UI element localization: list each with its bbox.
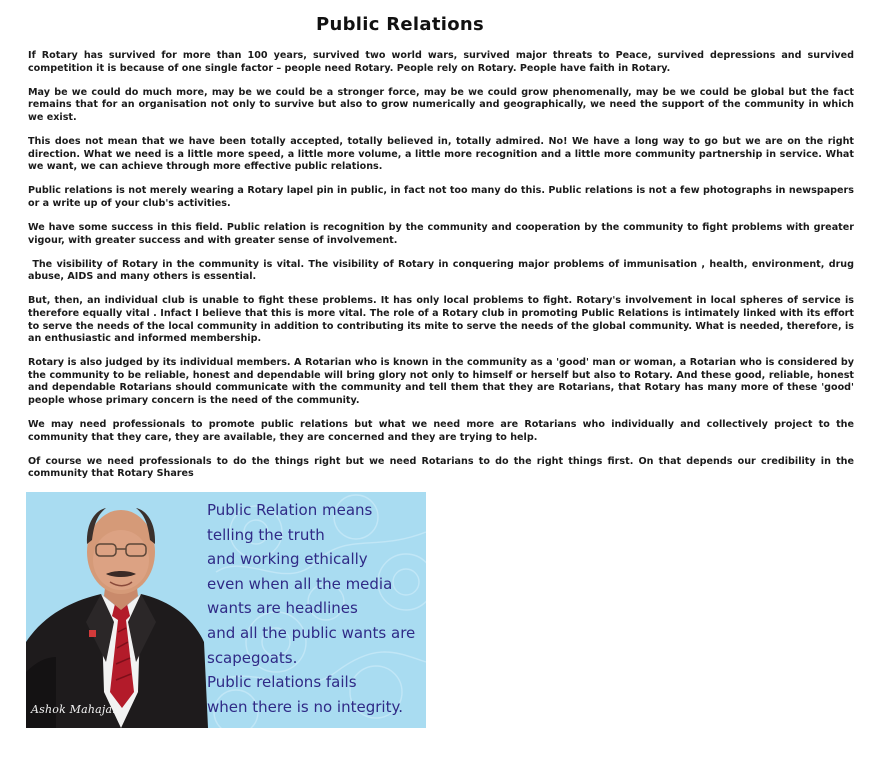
quote-line: telling the truth <box>207 525 325 544</box>
quote-line: scapegoats. <box>207 648 298 667</box>
paragraph: This does not mean that we have been totally accepted, totally believed in, totally admired. No! We have a long way to go but we are on the right direction. What we need is a little more speed, a little more volume, a little more recognition and a little more community partnership in service. What we want, we can achieve through more effective public relations. <box>28 135 854 173</box>
signature: Ashok Mahajan <box>31 703 120 716</box>
quote-line: even when all the media <box>207 574 393 593</box>
paragraph: The visibility of Rotary in the community is vital. The visibility of Rotary in conquering major problems of immunisation , health, environment, drug abuse, AIDS and many others is essential. <box>28 258 858 283</box>
paragraph: May be we could do much more, may be we could be a stronger force, may be we could grow phenomenally, may be we could be global but the fact remains that for an organisation not only to survive but also to grow numerically and geographically, we need the support of the community in which we exist. <box>28 86 854 123</box>
page-title: Public Relations <box>315 14 485 35</box>
quote-line: Public Relation means <box>207 501 373 519</box>
paragraph: Of course we need professionals to do the things right but we need Rotarians to do the right things first. On that depends our credibility in the community that Rotary Shares <box>28 455 854 480</box>
paragraph: Public relations is not merely wearing a Rotary lapel pin in public, in fact not too many do this. Public relations is not a few photographs in newspapers or a write up of your club's activities. <box>28 185 854 209</box>
quote-line: when there is no integrity. <box>207 697 403 716</box>
quote-line: Public relations fails <box>207 673 357 692</box>
paragraph: We have some success in this field. Public relation is recognition by the community and cooperation by the community to fight problems with greater vigour, with greater success and with greater sense of involvement. <box>28 221 854 246</box>
quote-line: wants are headlines <box>207 599 358 618</box>
paragraph: If Rotary has survived for more than 100 years, survived two world wars, survived major threats to Peace, survived depressions and survived competition it is because of one single factor – people need Rotary. People rely on Rotary. People have faith in Rotary. <box>28 50 854 74</box>
portrait-photo <box>26 492 216 728</box>
paragraph: We may need professionals to promote public relations but what we need more are Rotarians who individually and collectively project to the community that they care, they are available, they are concerned and they are trying to help. <box>28 419 854 443</box>
article-body <box>28 50 858 492</box>
quote-card <box>26 492 426 728</box>
paragraph: But, then, an individual club is unable to fight these problems. It has only local problems to fight. Rotary's involvement in local spheres of service is therefore equally vital . Infact I believe that this is more vital. The role of a Rotary club in promoting Public Relations is intimately linked with its effort to serve the needs of the local community in addition to contributing its mite to serve the needs of the global community. What is needed, therefore, is an enthusiastic and informed membership. <box>28 295 854 345</box>
quote-line: and working ethically <box>207 550 368 569</box>
quote-line: and all the public wants are <box>207 623 416 642</box>
paragraph: Rotary is also judged by its individual members. A Rotarian who is known in the community as a 'good' man or woman, a Rotarian who is considered by the community to be reliable, honest and dependable will bring glory not only to himself or herself but also to Rotary. And these good, reliable, honest and dependable Rotarians should communicate with the community and tell them that they are Rotarians, that Rotary has many more of these 'good' people whose primary concern is the need of the community. <box>28 357 854 406</box>
quote-text <box>207 498 423 719</box>
